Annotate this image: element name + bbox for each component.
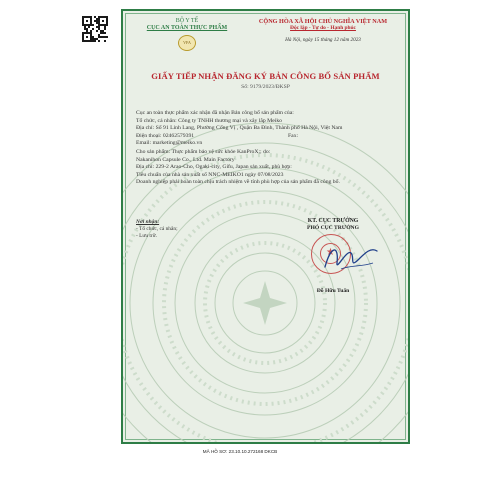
manufacturer-address-line: Địa chỉ: 229-2 Arao-Cho, Ogaki-city, Gifu, Japan sản xuất, phù hợp: (136, 164, 292, 171)
recipient-item: - Tổ chức, cá nhân; (136, 226, 178, 232)
signature-titles (273, 218, 393, 232)
intro-line: Cục an toàn thực phẩm xác nhận đã nhận Bản công bố sản phẩm của: (136, 110, 294, 116)
document-body (136, 110, 398, 187)
recipients-block (136, 219, 246, 240)
handwritten-signature (321, 239, 381, 277)
document-title: GIẤY TIẾP NHẬN ĐĂNG KÝ BẢN CÔNG BỐ SẢN PHẨM (151, 71, 380, 81)
agency-header (131, 18, 243, 51)
recipient-item: - Lưu trữ. (136, 233, 157, 239)
qr-module (92, 24, 94, 26)
agency-logo: VFA (178, 35, 196, 51)
phone-line: Điện thoại: 02462579391 (136, 132, 195, 139)
qr-module (86, 36, 88, 38)
place-date: Hà Nội, ngày 15 tháng 12 năm 2023 (285, 37, 361, 43)
nation-name: CỘNG HÒA XÃ HỘI CHỦ NGHĨA VIỆT NAM (258, 18, 388, 25)
qr-module (92, 28, 94, 30)
qr-module (88, 26, 90, 28)
national-header (243, 18, 403, 44)
ministry-name: BỘ Y TẾ (175, 18, 199, 24)
qr-module (98, 40, 100, 42)
email-line: Email: marketing@meiko.vn (136, 140, 203, 147)
signer-title-2: PHÓ CỤC TRƯỞNG (307, 225, 359, 231)
agency-name: CỤC AN TOÀN THỰC PHẨM (146, 25, 228, 31)
responsibility-line: Doanh nghiệp phải hoàn toàn chịu trách nhiệm về tính phù hợp của sản phẩm đã công bố. (136, 179, 340, 186)
qr-code (82, 16, 108, 42)
qr-module (106, 36, 108, 38)
national-motto: Độc lập - Tự do - Hạnh phúc (290, 25, 356, 31)
dossier-code: MÃ HỒ SƠ: 23.10.10.272168 DKCB (202, 449, 278, 454)
certificate (121, 9, 410, 444)
recipients-heading: Nơi nhận: (136, 219, 160, 225)
qr-module (94, 40, 96, 42)
fax-line: Fax: (288, 132, 299, 139)
qr-module (96, 30, 98, 32)
certificate-number: Số: 9179/2023/ĐKSP (241, 84, 290, 90)
contact-row (136, 133, 398, 141)
standard-line: Tiêu chuẩn của nhà sản xuất số NNC-MEIKO1 ngày 07/08/2023 (136, 171, 284, 178)
signer-title-1: KT. CỤC TRƯỞNG (307, 218, 359, 224)
qr-module (104, 40, 106, 42)
qr-module (86, 20, 88, 22)
stamp-star-icon: ★ (326, 247, 335, 258)
qr-module (102, 20, 104, 22)
qr-module (104, 28, 106, 30)
signer-name: Đỗ Hữu Tuấn (316, 288, 350, 294)
qr-module (106, 24, 108, 26)
organization-line: Tổ chức, cá nhân: Công ty TNHH thương mại và xây lắp Meiko (136, 117, 283, 124)
qr-module (104, 32, 106, 34)
product-line: Cho sản phẩm: Thực phẩm bảo vệ sức khỏe KanProX;; do: (136, 148, 271, 155)
manufacturer-line: Nakanihon Capsule Co., Ltd. Main Factory (136, 156, 235, 163)
address-line: Địa chỉ: Số 91 Linh Lang, Phường Cống Vị , Quận Ba Đình, Thành phố Hà Nội, Việt Nam (136, 125, 343, 132)
